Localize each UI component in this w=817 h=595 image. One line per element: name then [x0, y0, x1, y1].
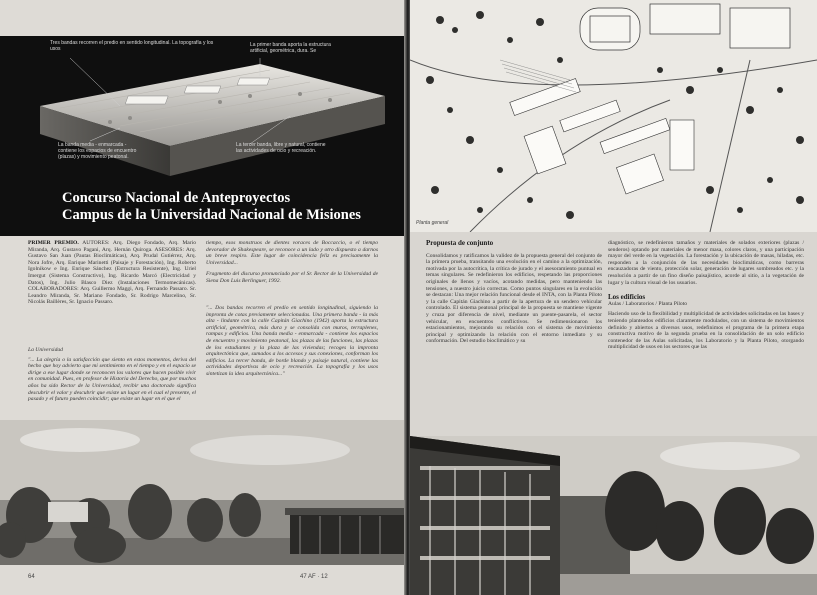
campus-render-left [0, 420, 406, 565]
diagnosis-text: diagnóstico, se redefinieron tamaños y materiales de solados exteriores (plazas / senderos) optando por materiales de menor masa, colores claros, y una participación mayor del verde en la vegetación. La forestación y la ubicación de masas, hiladas, etc. responden a la conjunción de las necesidades bioclimáticas, como barreras encauzadoras de viento, protección solar, generación de lugares sombreados etc. y la resolución a partir de un fino diseño paisajístico, acorde al sitio, a la vegetación de lugar y la cultura visual de los usuarios. [608, 240, 804, 286]
universidad-block [28, 347, 196, 403]
buildings-heading: Los edificios [608, 293, 646, 302]
quote-top [206, 240, 378, 285]
callout-middle-band: La banda media - enmarcada - contiene los espacios de encuentro (plazas) y movimiento peatonal. [58, 142, 137, 160]
render-image-left [0, 420, 406, 565]
site-plan-drawing [410, 0, 817, 232]
callout-bands: Tres bandas recorren el predio en sentido longitudinal. La topografía y los usos [50, 40, 214, 52]
quote-top-text: tiempo, esos monstruos de dientes voraces de Boccaccio, o el tiempo devorador de Shakespeare, se reconoce a un lado y otro dispuesto a darnos un breve respiro. Este lugar de coincidencia feliz es precisamente la Universidad... [206, 240, 378, 266]
bands-text: "... Dos bandas recorren el predio en sentido longitudinal, siguiendo la impronta de cotas previamente seleccionadas. Una primera banda - la más alta - lindante con la calle Capitán Giachino (1942) aporta la estructura artificial, geométrica, más dura y se consolida con muros, terraplenes, rampas y edificios. Una banda media - enmarcada - contiene los espacios de encuentro y movimiento peatonal, las plazas de las funciones, las plazas de los estudiantes y la plaza de las viviendas; recoges la impronta arquitectónica que, sumados a los accesos y sus conexiones, conforman los edificios. La tercer banda, de borde blando y paisaje natural, contiene las actividades deportivas de ocio y recreación. La topografía y los usos sintetizan la idea arquitectónica..." [206, 305, 378, 377]
title-line-1: Concurso Nacional de Anteproyectos [62, 190, 291, 206]
buildings-subheading: Aulas / Laboratorios / Planta Piloto [608, 300, 688, 307]
render-image-right [410, 436, 817, 595]
proposal-heading: Propuesta de conjunto [426, 239, 494, 247]
callout-third-band: La tercer banda, libre y natural, contiene las actividades de ocio y recreación. [236, 142, 326, 154]
page-number-left: 64 [28, 574, 35, 580]
proposal-text: Consolidamos y ratificamos la validez de la propuesta general del conjunto de la primera prueba, transitando una evolución en el camino a la optimización, motivada por la autocrítica, la crítica de jurado y el asesoramiento puntual en temas singulares. Se redefinieron los edificios, respetando las proporciones originales de llenos y vacíos, acotando medidas, pero manteniendo las tensiones, a nuestro juicio correctas. Como puntos singulares en la evolución se destacan: Una mejor relación funcional desde el INTA, con la Planta Piloto y la calle Capitán Giachino a partir de la apertura de un sendero vehicular controlado. El sistema peatonal principal de la propuesta se mantiene vigente y cruza por diferencia de nivel, mediante un puente-pasarela, el sector vehicular, en encuentros conflictivos. Se redimensionaron los estacionamientos, mejorando su relación con el sistema de movimiento principal y optimizando la relación con el entorno inmediato y su conformación. Del estudio bioclimático y su [426, 252, 602, 345]
bands-block [206, 305, 378, 378]
diagnosis-block [608, 240, 804, 351]
plan-caption: Planta general [416, 220, 449, 226]
universidad-heading: La Universidad [28, 347, 63, 353]
callout-first-band: La primer banda aporta la estructura artificial, geométrica, dura. Se [250, 42, 331, 54]
proposal-block [426, 240, 602, 345]
building-render-right [410, 436, 817, 595]
site-plan [410, 0, 817, 232]
buildings-text: Haciendo uso de la flexibilidad y multiplicidad de actividades solicitadas en las bases y teniendo planteados edificios claramente modulados, con un sistema de movimientos definido y abiertos a diversos usos, redefinimos el programa de la primera etapa constructiva motivo de la segunda prueba en la consolidación de un solo edificio contenedor de las Aulas solicitadas, los Laboratorio y la Planta Piloto, otorgando multiplicidad de usos en los sectores que las [608, 311, 804, 351]
quote-top-source: Fragmento del discurso pronunciado por el Sr. Rector de la Universidad de Siena Don Luis Berlinguer, 1992. [206, 271, 378, 284]
footer-mark-left: 47 AF · 12 [300, 574, 328, 580]
universidad-text: "... La alegría o la satisfacción que siento en estos momentos, deriva del hecho que hoy advierto que mi sentimiento en el tiempo y en el espacio se dirige a ese lugar donde se reconocen los valores que hacen posible vivir en comunidad. Pues, en profesor de Historia del Derecho, que por muchos años ha sido Rector de la Universidad, recibir una doctorado significa descubrir el valor y descubrir que existe un lugar en el cual el presente, el pasado y el futuro pueden coincidir; que existe un lugar en el que el [28, 356, 196, 403]
left-page [0, 0, 406, 595]
credits-text: AUTORES: Arq. Diego Fondado, Arq. Mario Miranda, Arq. Gustavo Pagani, Arq. Hernán Quiroga. ASESORES: Arq. Gustavo San Juan (Pautas Bioclimáticas), Arq. Prudal Gutiérrez, Arq. Nora Jofre, Arq. Enrique Marinetti (Paisaje y Forestación), Ing. Roberto Igolnikow e Ing. Enrique Sánchez (Estructura Resistente), Ing. Uriel Imergut (Sistema Constructivo), Ing. Ricardo Marcó (Electricidad y Datos), Ing. Julio Blasco Diez (Instalaciones Termomecánicas). COLABORADORES: Arq. Guillermo Maggi, Arq. Fernando Passaro. Sr. Leandro Miranda, Sr. Mariano Fondado, Sr. Rodrigo Marcelino, Sr. Nicolás Baillères, Sr. Ignacio Passaro. [28, 240, 196, 306]
title-line-2: Campus de la Universidad Nacional de Misiones [62, 207, 361, 223]
prize-label: PRIMER PREMIO. [28, 240, 79, 246]
right-page [410, 0, 817, 595]
credits-block [28, 240, 196, 306]
article-title [62, 190, 361, 224]
